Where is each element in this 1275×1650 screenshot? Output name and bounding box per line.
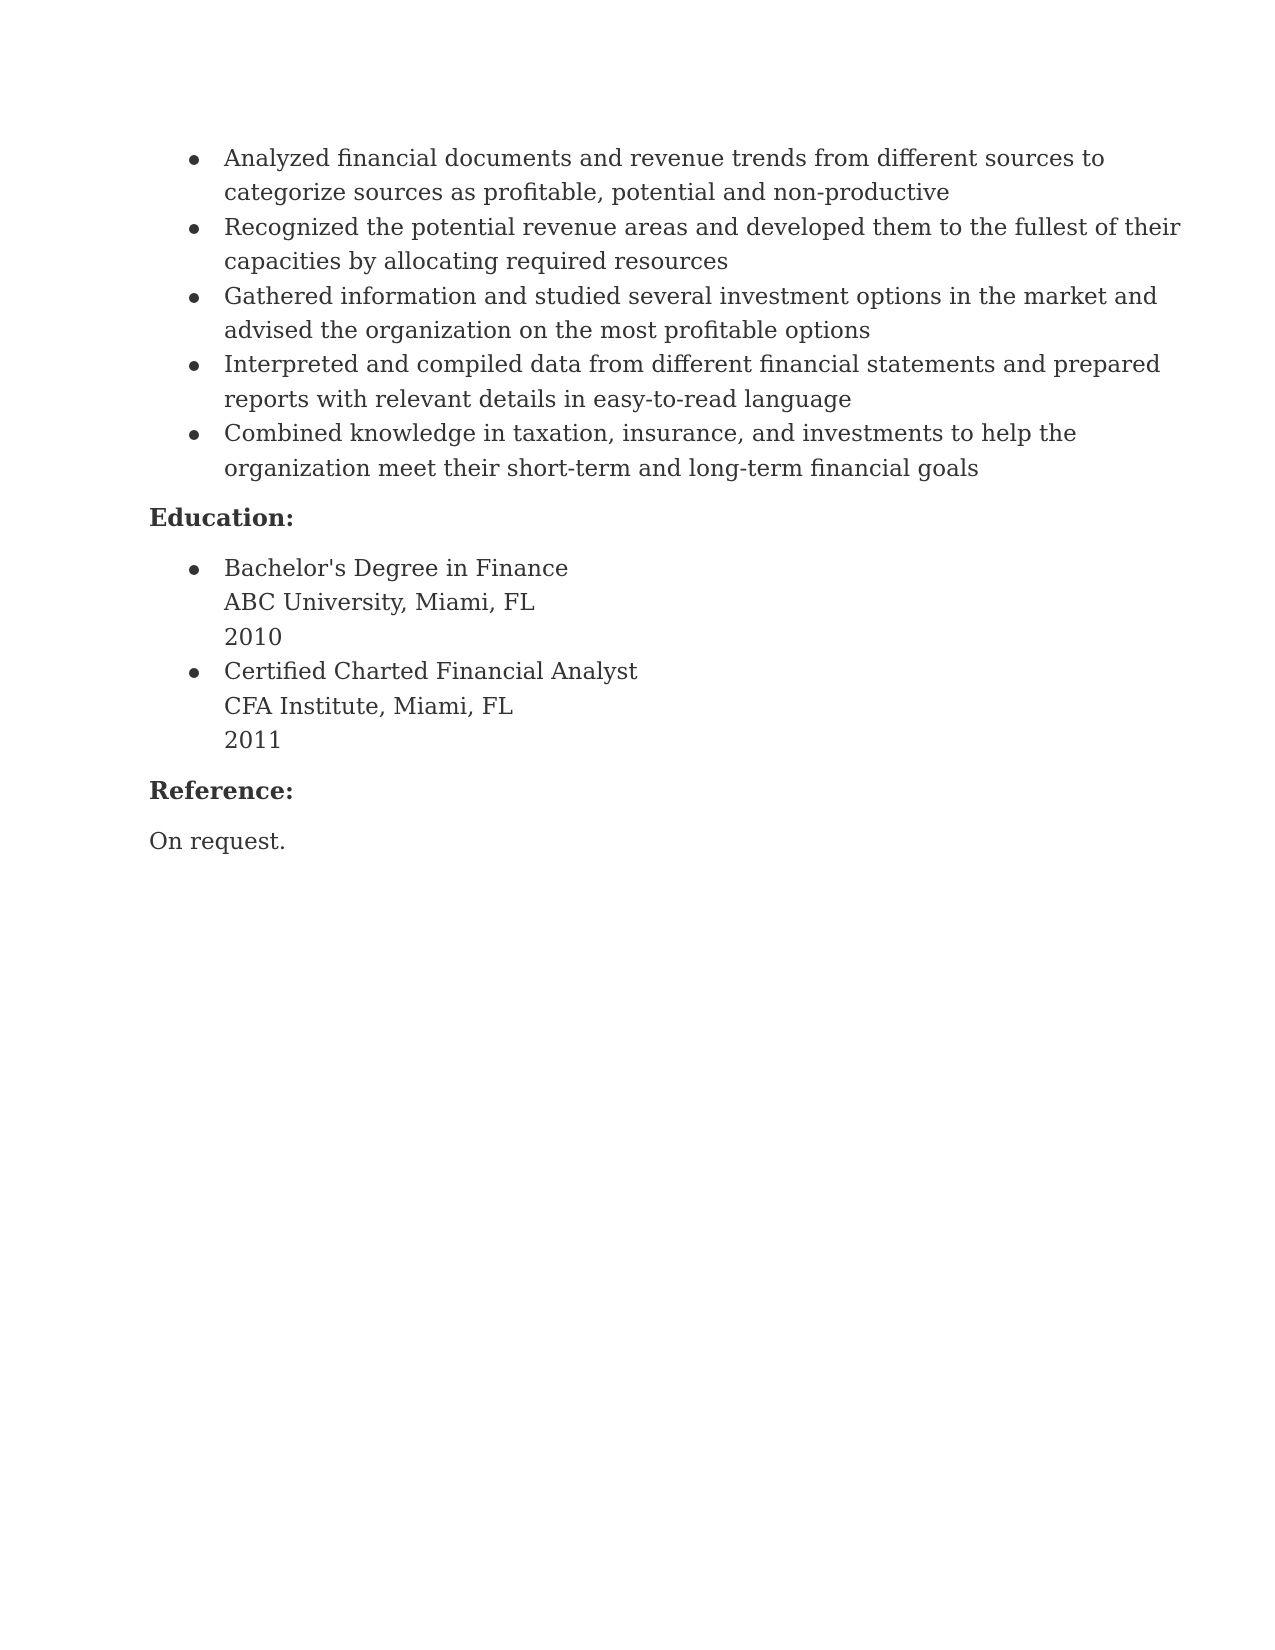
bullet-icon bbox=[189, 155, 199, 165]
list-item bbox=[149, 655, 1129, 758]
education-heading: Education: bbox=[149, 503, 295, 533]
list-item bbox=[149, 417, 1129, 486]
reference-text: On request. bbox=[149, 828, 287, 855]
graduation-year: 2010 bbox=[224, 624, 283, 651]
bullet-line: Recognized the potential revenue areas and developed them to the fullest of their bbox=[224, 214, 1181, 241]
bullet-line: organization meet their short-term and long-term financial goals bbox=[224, 455, 979, 482]
institution: ABC University, Miami, FL bbox=[224, 590, 535, 617]
list-item bbox=[149, 211, 1181, 280]
degree-title: Certified Charted Financial Analyst bbox=[224, 659, 638, 686]
bullet-line: categorize sources as profitable, potential and non-productive bbox=[224, 180, 950, 207]
bullet-line: Combined knowledge in taxation, insurance, and investments to help the bbox=[224, 421, 1077, 448]
bullet-icon bbox=[189, 668, 199, 678]
institution: CFA Institute, Miami, FL bbox=[224, 693, 513, 720]
bullet-line: reports with relevant details in easy-to-read language bbox=[224, 386, 852, 413]
education-list bbox=[149, 552, 1129, 758]
bullet-line: advised the organization on the most profitable options bbox=[224, 318, 871, 345]
degree-title: Bachelor's Degree in Finance bbox=[224, 556, 569, 583]
bullet-icon bbox=[189, 565, 199, 575]
bullet-icon bbox=[189, 430, 199, 440]
experience-bullet-list bbox=[149, 142, 1181, 486]
bullet-icon bbox=[189, 224, 199, 234]
bullet-line: Interpreted and compiled data from different financial statements and prepared bbox=[224, 352, 1161, 379]
list-item bbox=[149, 280, 1158, 349]
resume-page bbox=[149, 142, 1181, 859]
graduation-year: 2011 bbox=[224, 728, 283, 755]
bullet-icon bbox=[189, 293, 199, 303]
list-item bbox=[149, 552, 1129, 655]
list-item bbox=[149, 142, 1129, 211]
bullet-line: Analyzed financial documents and revenue trends from different sources to bbox=[224, 146, 1105, 172]
bullet-icon bbox=[189, 361, 199, 371]
list-item bbox=[149, 348, 1161, 417]
reference-heading: Reference: bbox=[149, 775, 294, 805]
bullet-line: Gathered information and studied several investment options in the market and bbox=[224, 283, 1158, 310]
bullet-line: capacities by allocating required resources bbox=[224, 249, 729, 276]
